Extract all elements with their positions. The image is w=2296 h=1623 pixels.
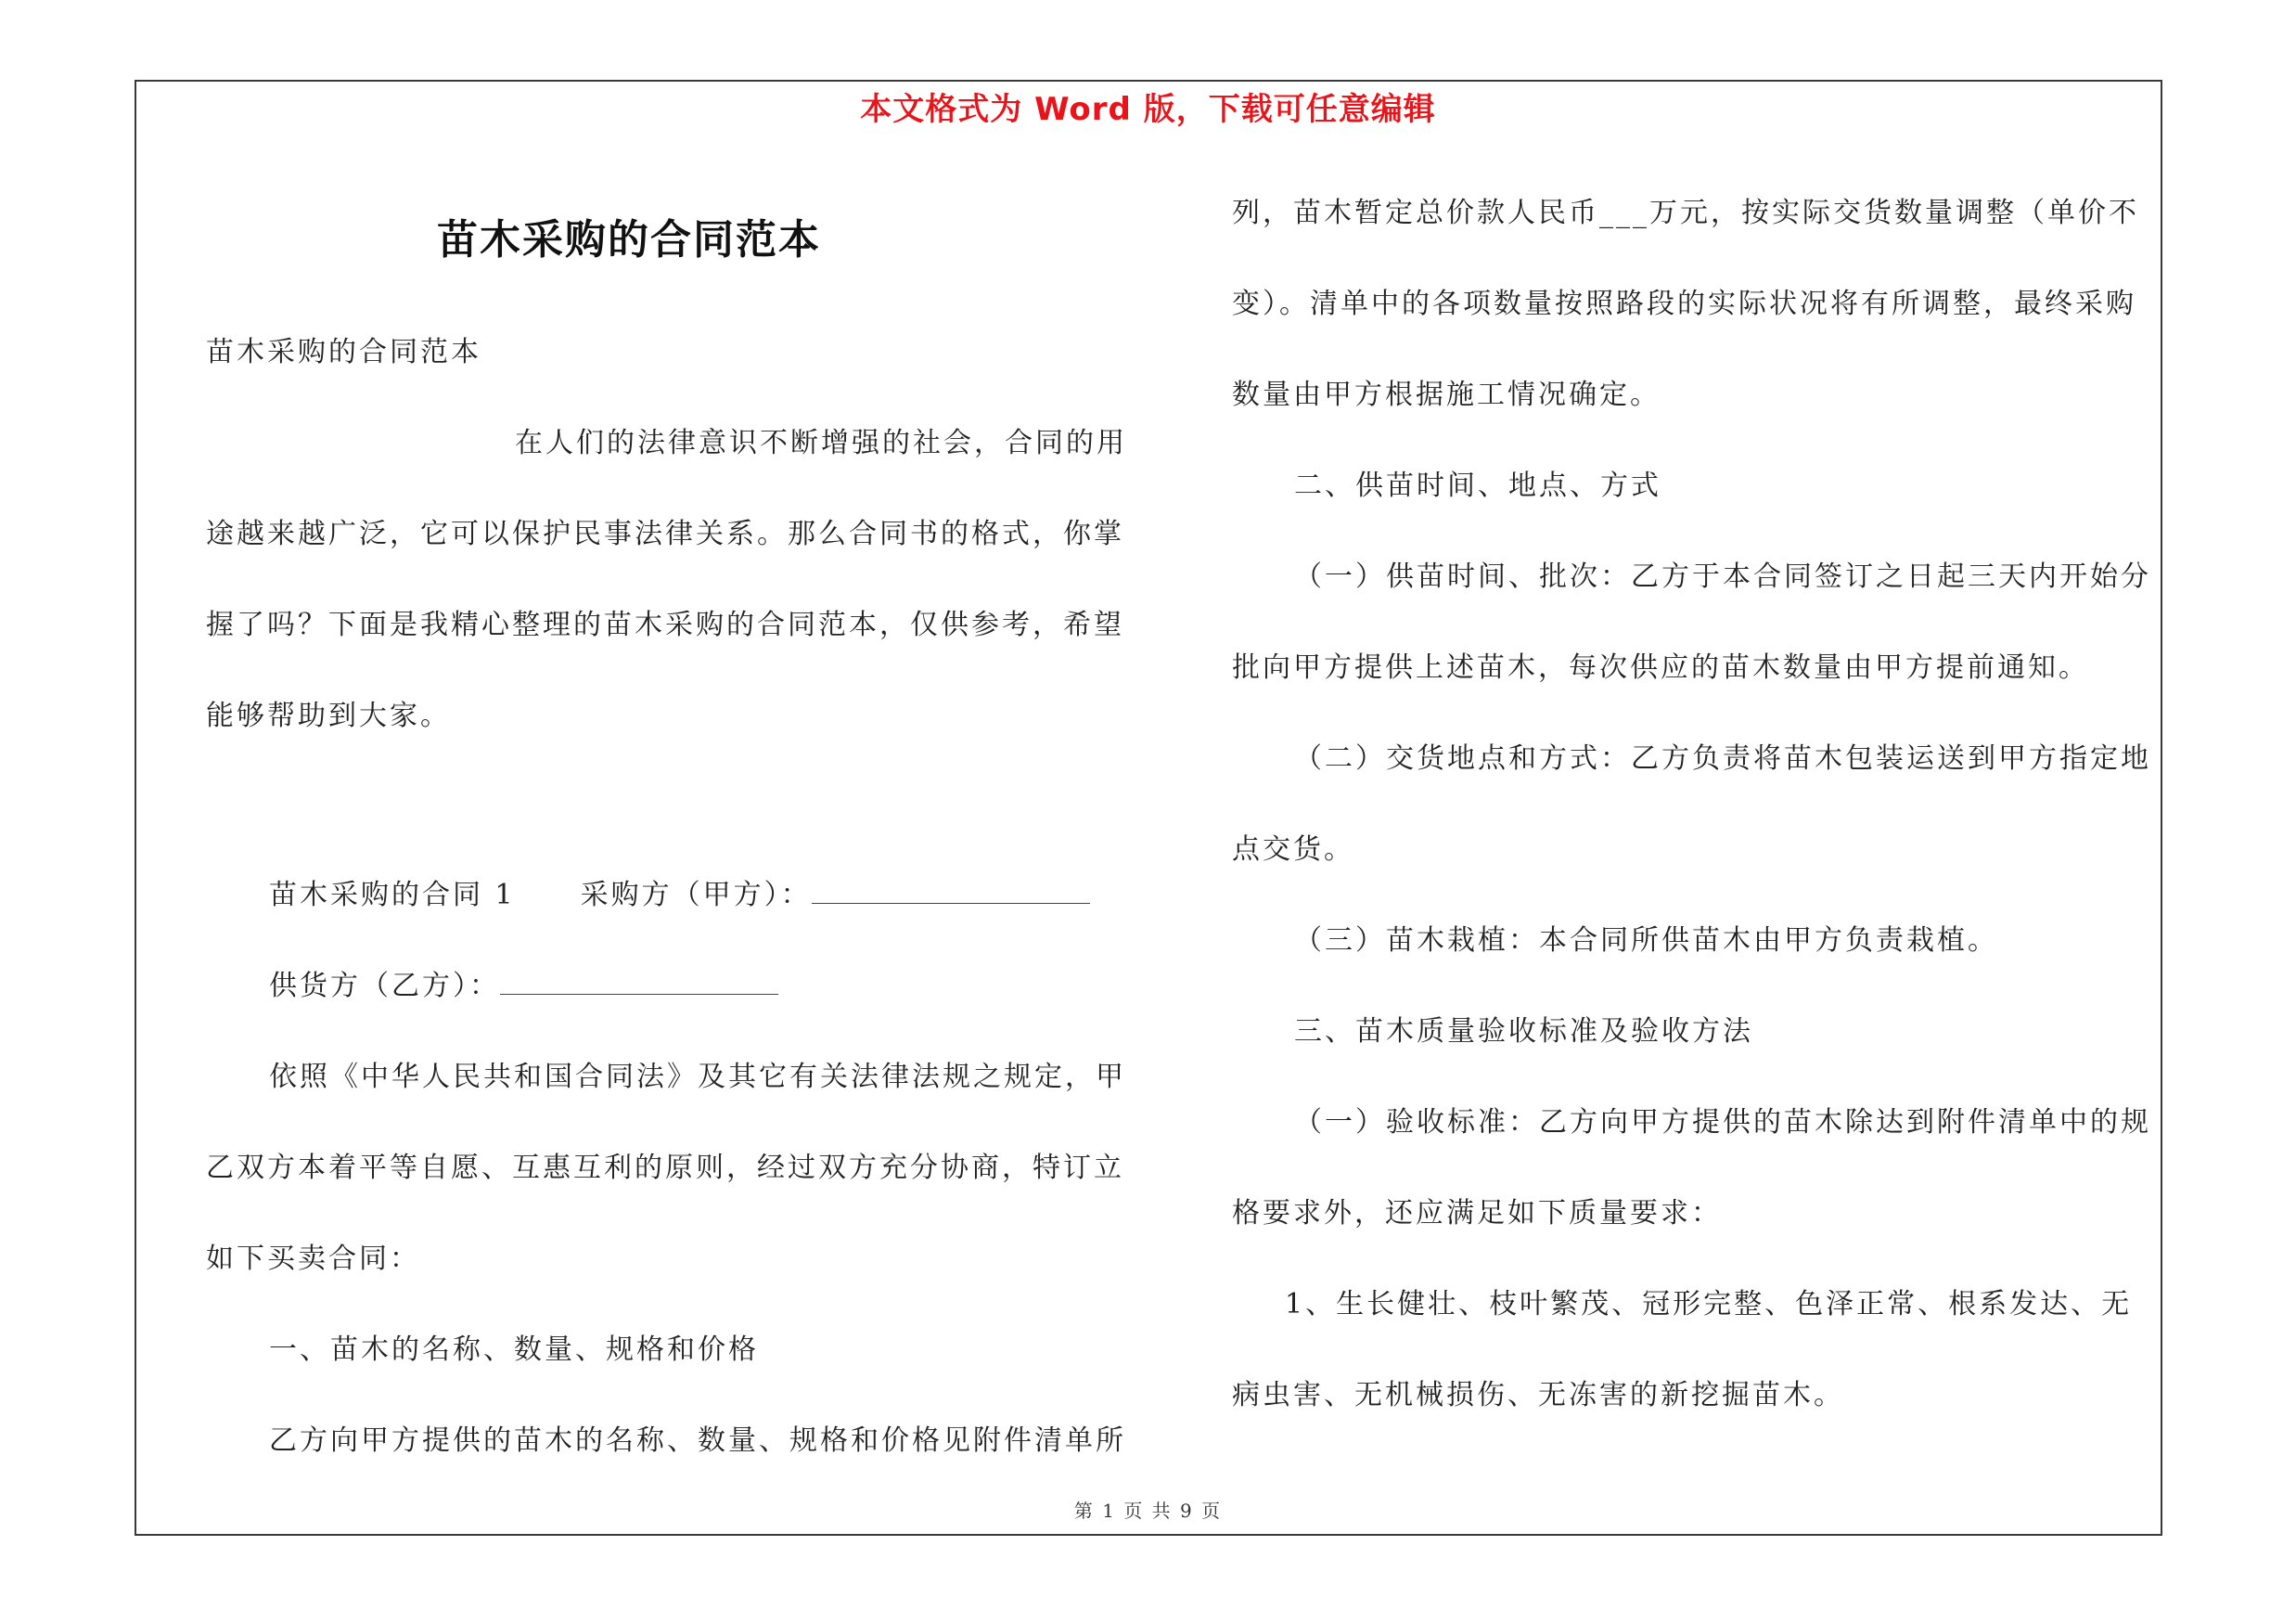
buyer-blank (812, 879, 1090, 904)
basis-line-2: 乙双方本着平等自愿、互惠互利的原则，经过双方充分协商，特订立 (206, 1152, 1124, 1184)
document-title: 苗木采购的合同范本 (437, 216, 821, 264)
contract-heading-text: 苗木采购的合同 1 (269, 879, 516, 911)
right-line-7: （二）交货地点和方式：乙方负责将苗木包装运送到甲方指定地 (1294, 742, 2151, 775)
section2-heading: 二、供苗时间、地点、方式 (1294, 470, 1661, 502)
supplier-label: 供货方（乙方）： (269, 970, 500, 1002)
intro-line-2: 途越来越广泛，它可以保护民事法律关系。那么合同书的格式，你掌 (206, 518, 1124, 550)
contract-heading (269, 877, 1090, 914)
section1-text: 乙方向甲方提供的苗木的名称、数量、规格和价格见附件清单所 (269, 1424, 1126, 1457)
right-line-6: 批向甲方提供上述苗木，每次供应的苗木数量由甲方提前通知。 (1232, 651, 2089, 684)
supplier-line (269, 968, 778, 1005)
section1-heading: 一、苗木的名称、数量、规格和价格 (269, 1333, 759, 1366)
basis-line-1: 依照《中华人民共和国合同法》及其它有关法律法规之规定，甲 (269, 1061, 1126, 1093)
right-line-14: 病虫害、无机械损伤、无冻害的新挖掘苗木。 (1232, 1379, 1844, 1411)
supplier-blank (500, 970, 778, 995)
basis-line-3: 如下买卖合同： (206, 1243, 420, 1275)
right-line-9: （三）苗木栽植：本合同所供苗木由甲方负责栽植。 (1294, 924, 1998, 957)
intro-line-3: 握了吗？下面是我精心整理的苗木采购的合同范本，仅供参考，希望 (206, 609, 1124, 641)
right-line-12: 格要求外，还应满足如下质量要求： (1232, 1197, 1722, 1230)
right-line-1: 列，苗木暂定总价款人民币___万元，按实际交货数量调整（单价不 (1232, 197, 2139, 229)
right-line-3: 数量由甲方根据施工情况确定。 (1232, 379, 1661, 411)
subtitle: 苗木采购的合同范本 (206, 336, 481, 368)
right-line-2: 变）。清单中的各项数量按照路段的实际状况将有所调整，最终采购 (1232, 288, 2136, 320)
section3-heading: 三、苗木质量验收标准及验收方法 (1294, 1015, 1753, 1048)
right-line-13: 1、生长健壮、枝叶繁茂、冠形完整、色泽正常、根系发达、无 (1285, 1288, 2133, 1320)
right-line-11: （一）验收标准：乙方向甲方提供的苗木除达到附件清单中的规 (1294, 1106, 2151, 1139)
intro-line-4: 能够帮助到大家。 (206, 700, 451, 732)
buyer-label: 采购方（甲方）： (580, 879, 812, 911)
right-line-8: 点交货。 (1232, 833, 1354, 866)
right-line-5: （一）供苗时间、批次：乙方于本合同签订之日起三天内开始分 (1294, 560, 2151, 593)
format-banner: 本文格式为 Word 版，下载可任意编辑 (860, 91, 1436, 128)
page-number: 第 1 页 共 9 页 (1073, 1500, 1223, 1522)
intro-line-1: 在人们的法律意识不断增强的社会，合同的用 (515, 427, 1127, 459)
